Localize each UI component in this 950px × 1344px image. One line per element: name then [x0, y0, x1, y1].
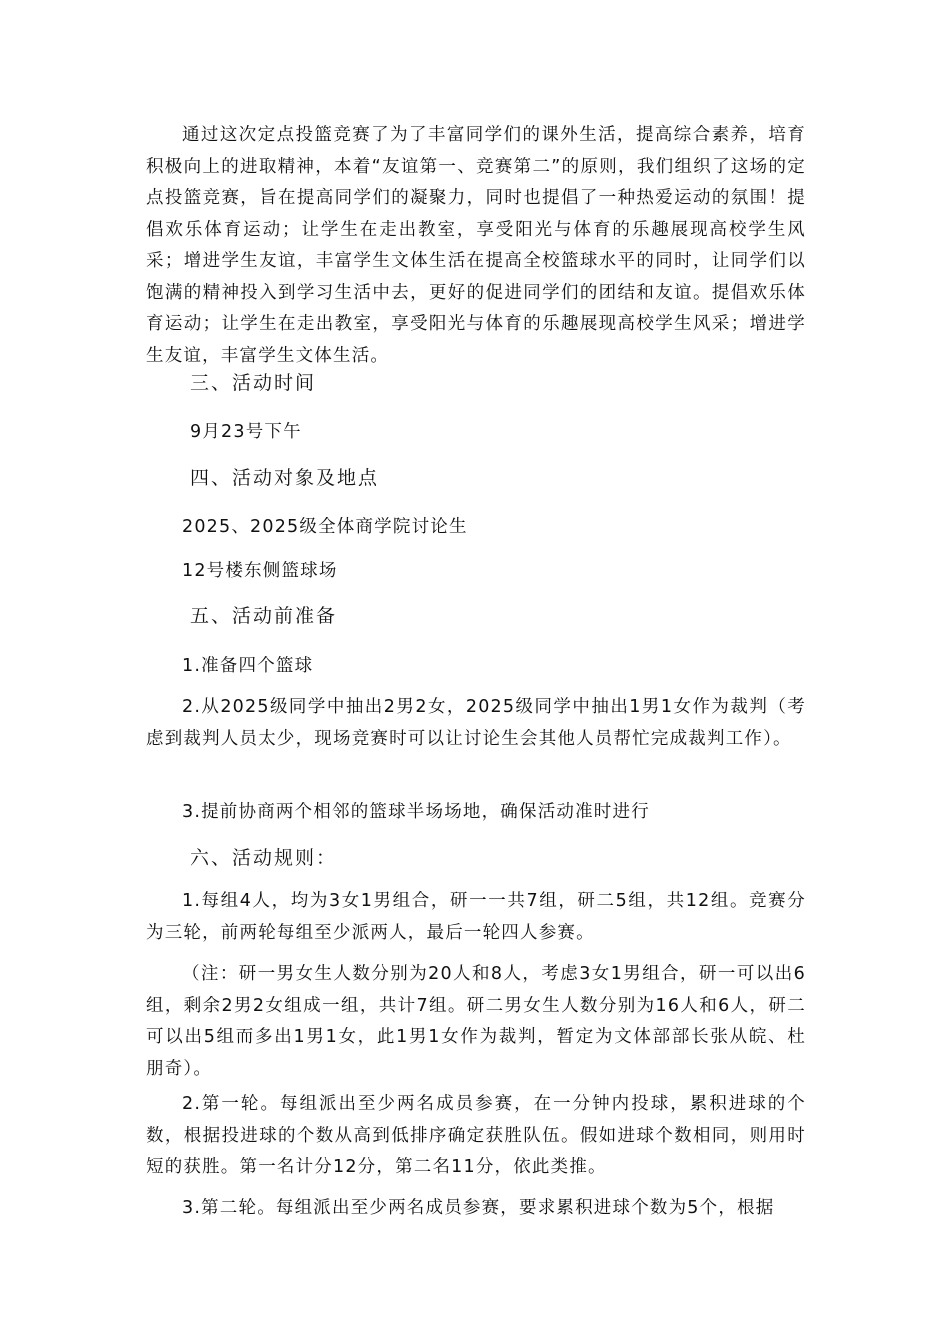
prep-item-2: 2.从2025级同学中抽出2男2女，2025级同学中抽出1男1女作为裁判（考虑到裁判人员太少，现场竞赛时可以让讨论生会其他人员帮忙完成裁判工作）。: [146, 697, 806, 749]
rule-3: 3.第二轮。每组派出至少两名成员参赛，要求累积进球个数为5个，根据: [182, 1198, 775, 1218]
section-heading-rules: 六、活动规则：: [190, 847, 338, 869]
rule-1: 1.每组4人，均为3女1男组合，研一一共7组，研二5组，共12组。竞赛分为三轮，前两轮每组至少派两人，最后一轮四人参赛。: [146, 891, 806, 943]
section-heading-time: 三、活动时间: [190, 372, 317, 394]
section-heading-target-place: 四、活动对象及地点: [190, 467, 380, 489]
activity-time: 9月23号下午: [190, 422, 302, 442]
prep-item-1: 1.准备四个篮球: [182, 656, 314, 676]
rule-2: 2.第一轮。每组派出至少两名成员参赛，在一分钟内投球，累积进球的个数，根据投进球的个数从高到低排序确定获胜队伍。假如进球个数相同，则用时短的获胜。第一名计分12分，第二名11分，依此类推。: [146, 1094, 806, 1177]
intro-paragraph: 通过这次定点投篮竞赛了为了丰富同学们的课外生活，提高综合素养，培育积极向上的进取精神，本着“友谊第一、竞赛第二”的原则，我们组织了这场的定点投篮竞赛，旨在提高同学们的凝聚力，同时也提倡了一种热爱运动的氛围！提倡欢乐体育运动；让学生在走出教室，享受阳光与体育的乐趣展现高校学生风采；增进学生友谊，丰富学生文体生活在提高全校篮球水平的同时，让同学们以饱满的精神投入到学习生活中去，更好的促进同学们的团结和友谊。提倡欢乐体育运动；让学生在走出教室，享受阳光与体育的乐趣展现高校学生风采；增进学生友谊，丰富学生文体生活。: [146, 125, 806, 366]
activity-place: 12号楼东侧篮球场: [182, 561, 338, 581]
rule-note: （注：研一男女生人数分别为20人和8人，考虑3女1男组合，研一可以出6组，剩余2男2女组成一组，共计7组。研二男女生人数分别为16人和6人，研二可以出5组而多出1男1女，此1男1女作为裁判，暂定为文体部部长张从皖、杜朋奇）。: [146, 964, 806, 1079]
section-heading-preparation: 五、活动前准备: [190, 605, 338, 627]
prep-item-3: 3.提前协商两个相邻的篮球半场场地，确保活动准时进行: [182, 802, 650, 822]
activity-target: 2025、2025级全体商学院讨论生: [182, 517, 468, 537]
